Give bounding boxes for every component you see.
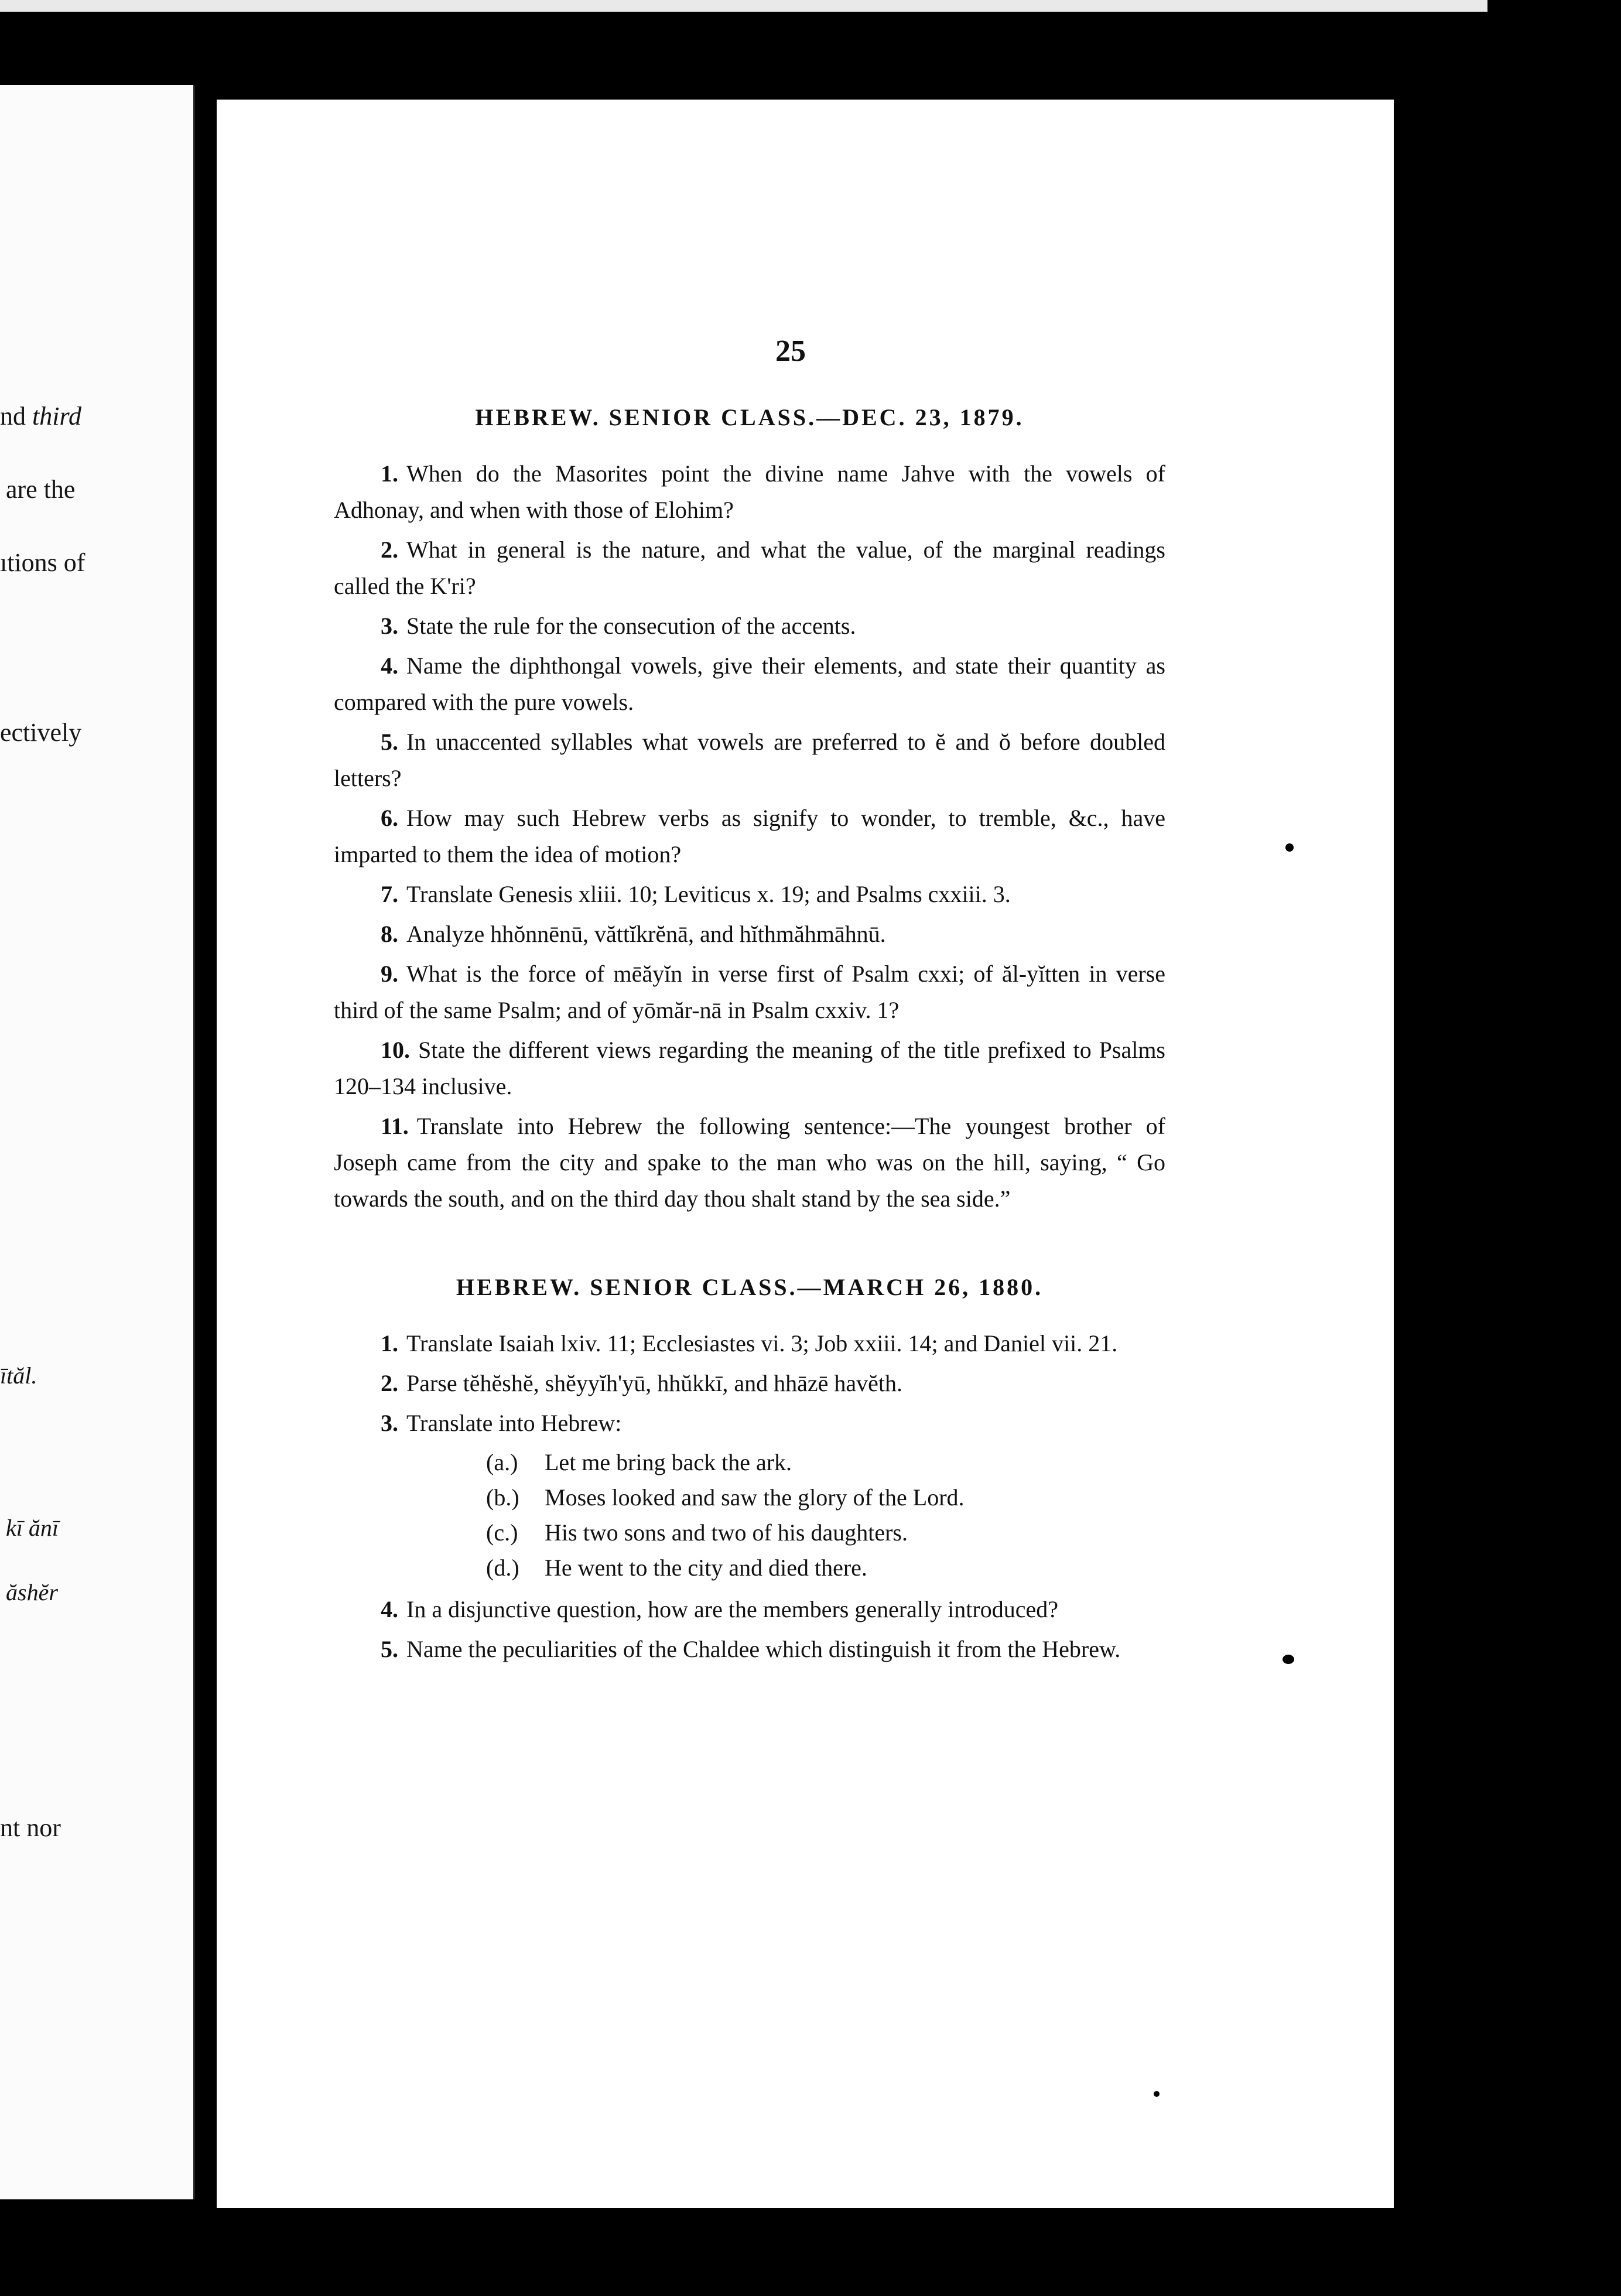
question: 5. Name the peculiarities of the Chaldee which distinguish it from the Hebrew. [381,1636,1121,1662]
page-content [334,334,1165,1671]
question: 10. State the different views regarding the meaning of the title prefixed to Psalms 120–134 inclusive. [334,1037,1165,1099]
list-item: (b.) Moses looked and saw the glory of the Lord. [486,1484,965,1511]
left-fragment-7: ăshĕr [6,1579,58,1605]
question: 1. Translate Isaiah lxiv. 11; Ecclesiastes vi. 3; Job xxiii. 14; and Daniel vii. 21. [381,1330,1118,1357]
list-item: (a.) Let me bring back the ark. [486,1449,792,1475]
scan-speck [1283,1655,1294,1664]
question: 3. Translate into Hebrew: [381,1410,622,1436]
scan-speck [1154,2091,1160,2097]
translation-sub-list [486,1445,1165,1586]
top-margin-strip [0,0,1487,12]
question: 1. When do the Masorites point the divine name Jahve with the vowels of Adhonay, and when with those of Elohim? [334,460,1165,523]
section-title: HEBREW. SENIOR CLASS.—DEC. 23, 1879. [475,404,1024,430]
section-title: HEBREW. SENIOR CLASS.—MARCH 26, 1880. [456,1274,1044,1300]
list-item: (d.) He went to the city and died there. [486,1554,867,1581]
left-fragment-8: nt nor [0,1813,61,1842]
question: 11. Translate into Hebrew the following sentence:—The youngest brother of Joseph came from the city and spake to the man who was on the hill, saying, “ Go towards the south, and on the third day thou shalt stand by the sea side.” [334,1113,1165,1212]
question: 7. Translate Genesis xliii. 10; Leviticus x. 19; and Psalms cxxiii. 3. [381,881,1011,907]
question: 5. In unaccented syllables what vowels are preferred to ĕ and ŏ before doubled letters? [334,729,1165,791]
left-fragment-5: ītăl. [0,1362,37,1389]
list-item: (c.) His two sons and two of his daughters. [486,1519,908,1546]
left-fragment-6: kī ănī [6,1515,59,1541]
main-page [217,100,1394,2208]
left-facing-page [0,85,195,2199]
question: 6. How may such Hebrew verbs as signify to wonder, to tremble, &c., have imparted to them the idea of motion? [334,805,1165,867]
question: 4. In a disjunctive question, how are the members generally introduced? [381,1596,1058,1622]
question: 2. What in general is the nature, and what the value, of the marginal readings called the K'ri? [334,537,1165,599]
scan-speck [1285,843,1294,852]
question: 3. State the rule for the consecution of the accents. [381,613,856,639]
question: 8. Analyze hhŏnnēnū, văttĭkrĕnā, and hĭthmăhmāhnū. [381,921,886,947]
question: 2. Parse tĕhĕshĕ, shĕyyĭh'yū, hhŭkkī, and hhāzē havĕth. [381,1370,902,1396]
left-fragment-3: ıtions of [0,548,86,577]
question: 9. What is the force of mēăyĭn in verse first of Psalm cxxi; of ăl-yĭtten in verse third of the same Psalm; and of yōmăr-nā in Psalm cxxiv. 1? [334,961,1165,1023]
left-fragment-2: are the [6,475,76,504]
exam-section-mar-1880 [334,1273,1165,1668]
left-fragment-1: nd third [0,402,81,430]
exam-section-dec-1879 [334,404,1165,1217]
page-number: 25 [775,334,806,368]
section-gap [334,1221,1165,1273]
question: 4. Name the diphthongal vowels, give their elements, and state their quantity as compared with the pure vowels. [334,652,1165,715]
left-fragment-4: ectively [0,718,82,747]
